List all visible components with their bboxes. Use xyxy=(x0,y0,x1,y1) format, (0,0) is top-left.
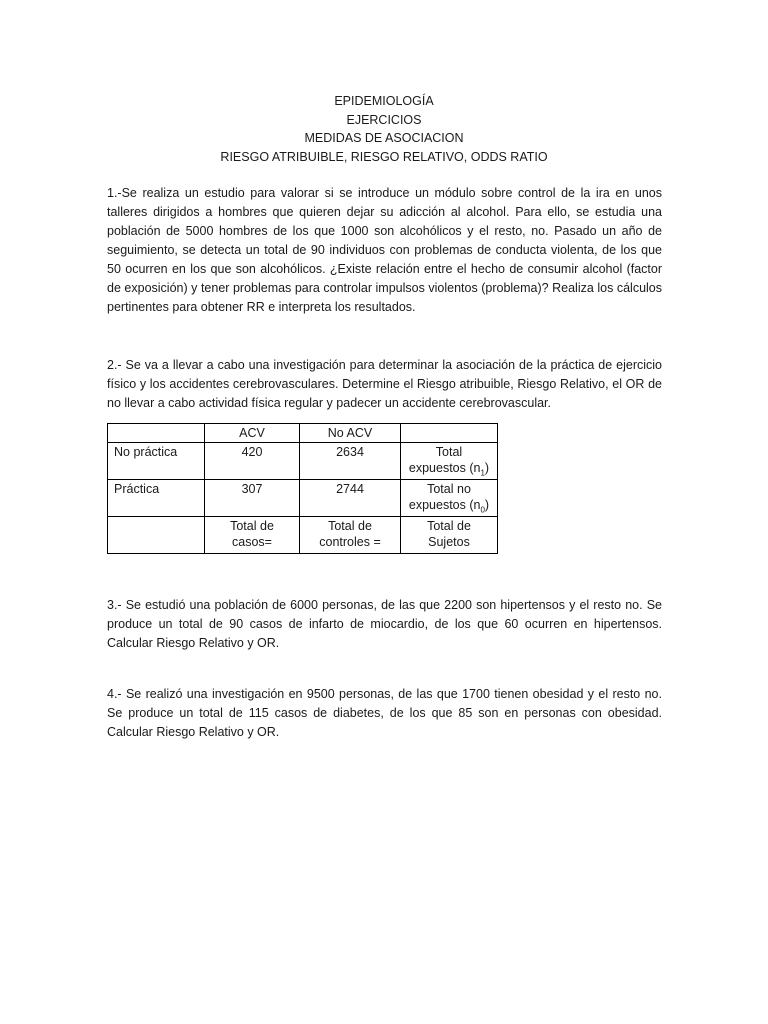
contingency-table xyxy=(107,423,498,554)
cell-line xyxy=(407,497,491,513)
cell-line: controles = xyxy=(319,535,381,549)
row-label-no-practica: No práctica xyxy=(108,443,205,480)
total-controls-cell xyxy=(300,517,401,554)
total-unexposed-cell xyxy=(401,480,498,517)
cell-line: Total de xyxy=(427,519,471,533)
total-subjects-cell xyxy=(401,517,498,554)
total-exposed-cell xyxy=(401,443,498,480)
exercise-1: 1.-Se realiza un estudio para valorar si se introduce un módulo sobre control de la ira en unos talleres dirigidos a hombres que quieren dejar su adicción al alcohol. Para ello, se estudia una población de 5000 hombres de los que 1000 son alcohólicos y el resto, no. Pasado un año de seguimiento, se detecta un total de 90 individuos con problemas de conducta violenta, de los que 50 ocurren en los que son alcohólicos. ¿Existe relación entre el hecho de consumir alcohol (factor de exposición) y tener problemas para controlar impulsos violentos (problema)? Realiza los cálculos pertinentes para obtener RR e interpreta los resultados. xyxy=(107,186,662,314)
table-cell xyxy=(401,424,498,443)
exercise-3: 3.- Se estudió una población de 6000 personas, de las que 2200 son hipertensos y el resto no. Se produce un total de 90 casos de infarto de miocardio, de los que 60 ocurren en hipertensos. Calcular Riesgo Relativo y OR. xyxy=(107,598,662,650)
table-cell: 307 xyxy=(205,480,300,517)
table-row xyxy=(108,443,498,480)
table-cell xyxy=(108,517,205,554)
document-header xyxy=(0,92,768,166)
table-row xyxy=(108,517,498,554)
cell-line: Total de xyxy=(328,519,372,533)
cell-line xyxy=(407,460,491,476)
cell-line: Sujetos xyxy=(428,535,470,549)
header-exercises: EJERCICIOS xyxy=(346,112,422,127)
table-header-no-acv: No ACV xyxy=(300,424,401,443)
subscript: 1 xyxy=(480,468,485,478)
exercise-2: 2.- Se va a llevar a cabo una investigación para determinar la asociación de la práctica de ejercicio físico y los accidentes cerebrovasculares. Determine el Riesgo atribuible, Riesgo Relativo, el OR de no llevar a cabo actividad física regular y padecer un accidente cerebrovascular. xyxy=(107,358,662,410)
table-cell xyxy=(108,424,205,443)
table-header-row xyxy=(108,424,498,443)
cell-text: ) xyxy=(484,461,490,475)
header-subject: EPIDEMIOLOGÍA xyxy=(334,94,434,108)
cell-line: Total no xyxy=(427,482,471,496)
table-cell: 2634 xyxy=(300,443,401,480)
table-cell: 420 xyxy=(205,443,300,480)
header-measures: RIESGO ATRIBUIBLE, RIESGO RELATIVO, ODDS RATIO xyxy=(220,149,548,164)
table-row xyxy=(108,480,498,517)
cell-text: expuestos (n xyxy=(408,461,481,475)
cell-text: expuestos (n xyxy=(408,498,481,512)
cell-line: Total xyxy=(435,445,463,459)
table-header-acv: ACV xyxy=(205,424,300,443)
cell-line: Total de xyxy=(230,519,274,533)
cell-line: casos= xyxy=(232,535,272,549)
table-cell: 2744 xyxy=(300,480,401,517)
cell-text: ) xyxy=(484,498,490,512)
total-cases-cell xyxy=(205,517,300,554)
header-topic: MEDIDAS DE ASOCIACION xyxy=(304,131,464,145)
subscript: 0 xyxy=(480,505,485,515)
row-label-practica: Práctica xyxy=(108,480,205,517)
exercise-4: 4.- Se realizó una investigación en 9500 personas, de las que 1700 tienen obesidad y el resto no. Se produce un total de 115 casos de diabetes, de los que 85 son en personas con obesidad. Calcular Riesgo Relativo y OR. xyxy=(107,687,662,739)
